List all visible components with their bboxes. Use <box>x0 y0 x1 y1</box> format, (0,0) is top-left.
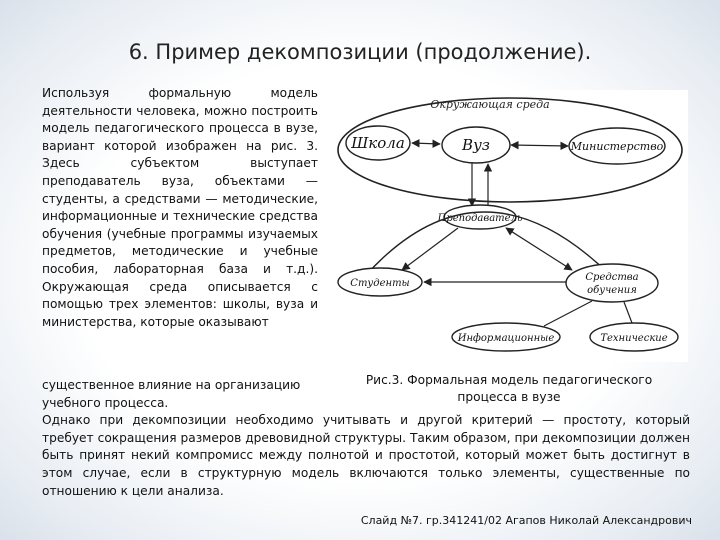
page-title: 6. Пример декомпозиции (продолжение). <box>128 40 592 64</box>
means-node <box>566 264 658 302</box>
left-paragraph-text: Используя формальную модель деятельности человека, можно построить модель педагогического процесса в вузе, вариант которой изображен на рис. 3. Здесь субъектом выступает преподаватель вуза, объектами — студенты, а средствами — методические, информационные и технические средства обучения (учебные программы изучаемых предметов, методические и учебные пособия, лабораторная база и т.д.). Окружающая среда описывается с помощью трех элементов: школы, вуза и министерства, которые оказывают <box>42 86 318 329</box>
info-label: Информационные <box>457 333 555 344</box>
caption-line-2: процесса в вузе <box>457 389 561 404</box>
diagram-svg <box>330 90 688 362</box>
tech-label: Технические <box>600 333 668 344</box>
left-paragraph <box>42 85 318 331</box>
formal-model-diagram <box>330 90 688 362</box>
students-label: Студенты <box>350 278 410 289</box>
means-label-1: Средства <box>585 272 639 283</box>
bottom-paragraph-text: Однако при декомпозиции необходимо учитывать и другой критерий — простоту, который требует сокращения размеров древовидной структуры. Таким образом, при декомпозиции должен быть принят некий компромисс между полнотой и простотой, который может быть достигнут в этом случае, если в структурную модель включаются только элементы, существенные по отношению к цели анализа. <box>42 413 690 498</box>
left-line-b: учебного процесса. <box>42 395 169 410</box>
school-label: Школа <box>351 134 405 152</box>
caption-line-1: Рис.3. Формальная модель педагогического <box>365 373 653 387</box>
bottom-paragraph <box>42 377 690 500</box>
means-label-2: обучения <box>587 285 637 296</box>
slide-footer: Слайд №7. гр.341241/02 Агапов Николай Александрович <box>360 514 692 527</box>
left-line-a: существенное влияние на организацию <box>42 378 301 392</box>
vuz-label: Вуз <box>462 136 490 154</box>
ministry-label: Министерство <box>570 140 664 153</box>
environment-label: Окружающая среда <box>430 98 550 111</box>
teacher-label: Преподаватель <box>437 213 523 224</box>
